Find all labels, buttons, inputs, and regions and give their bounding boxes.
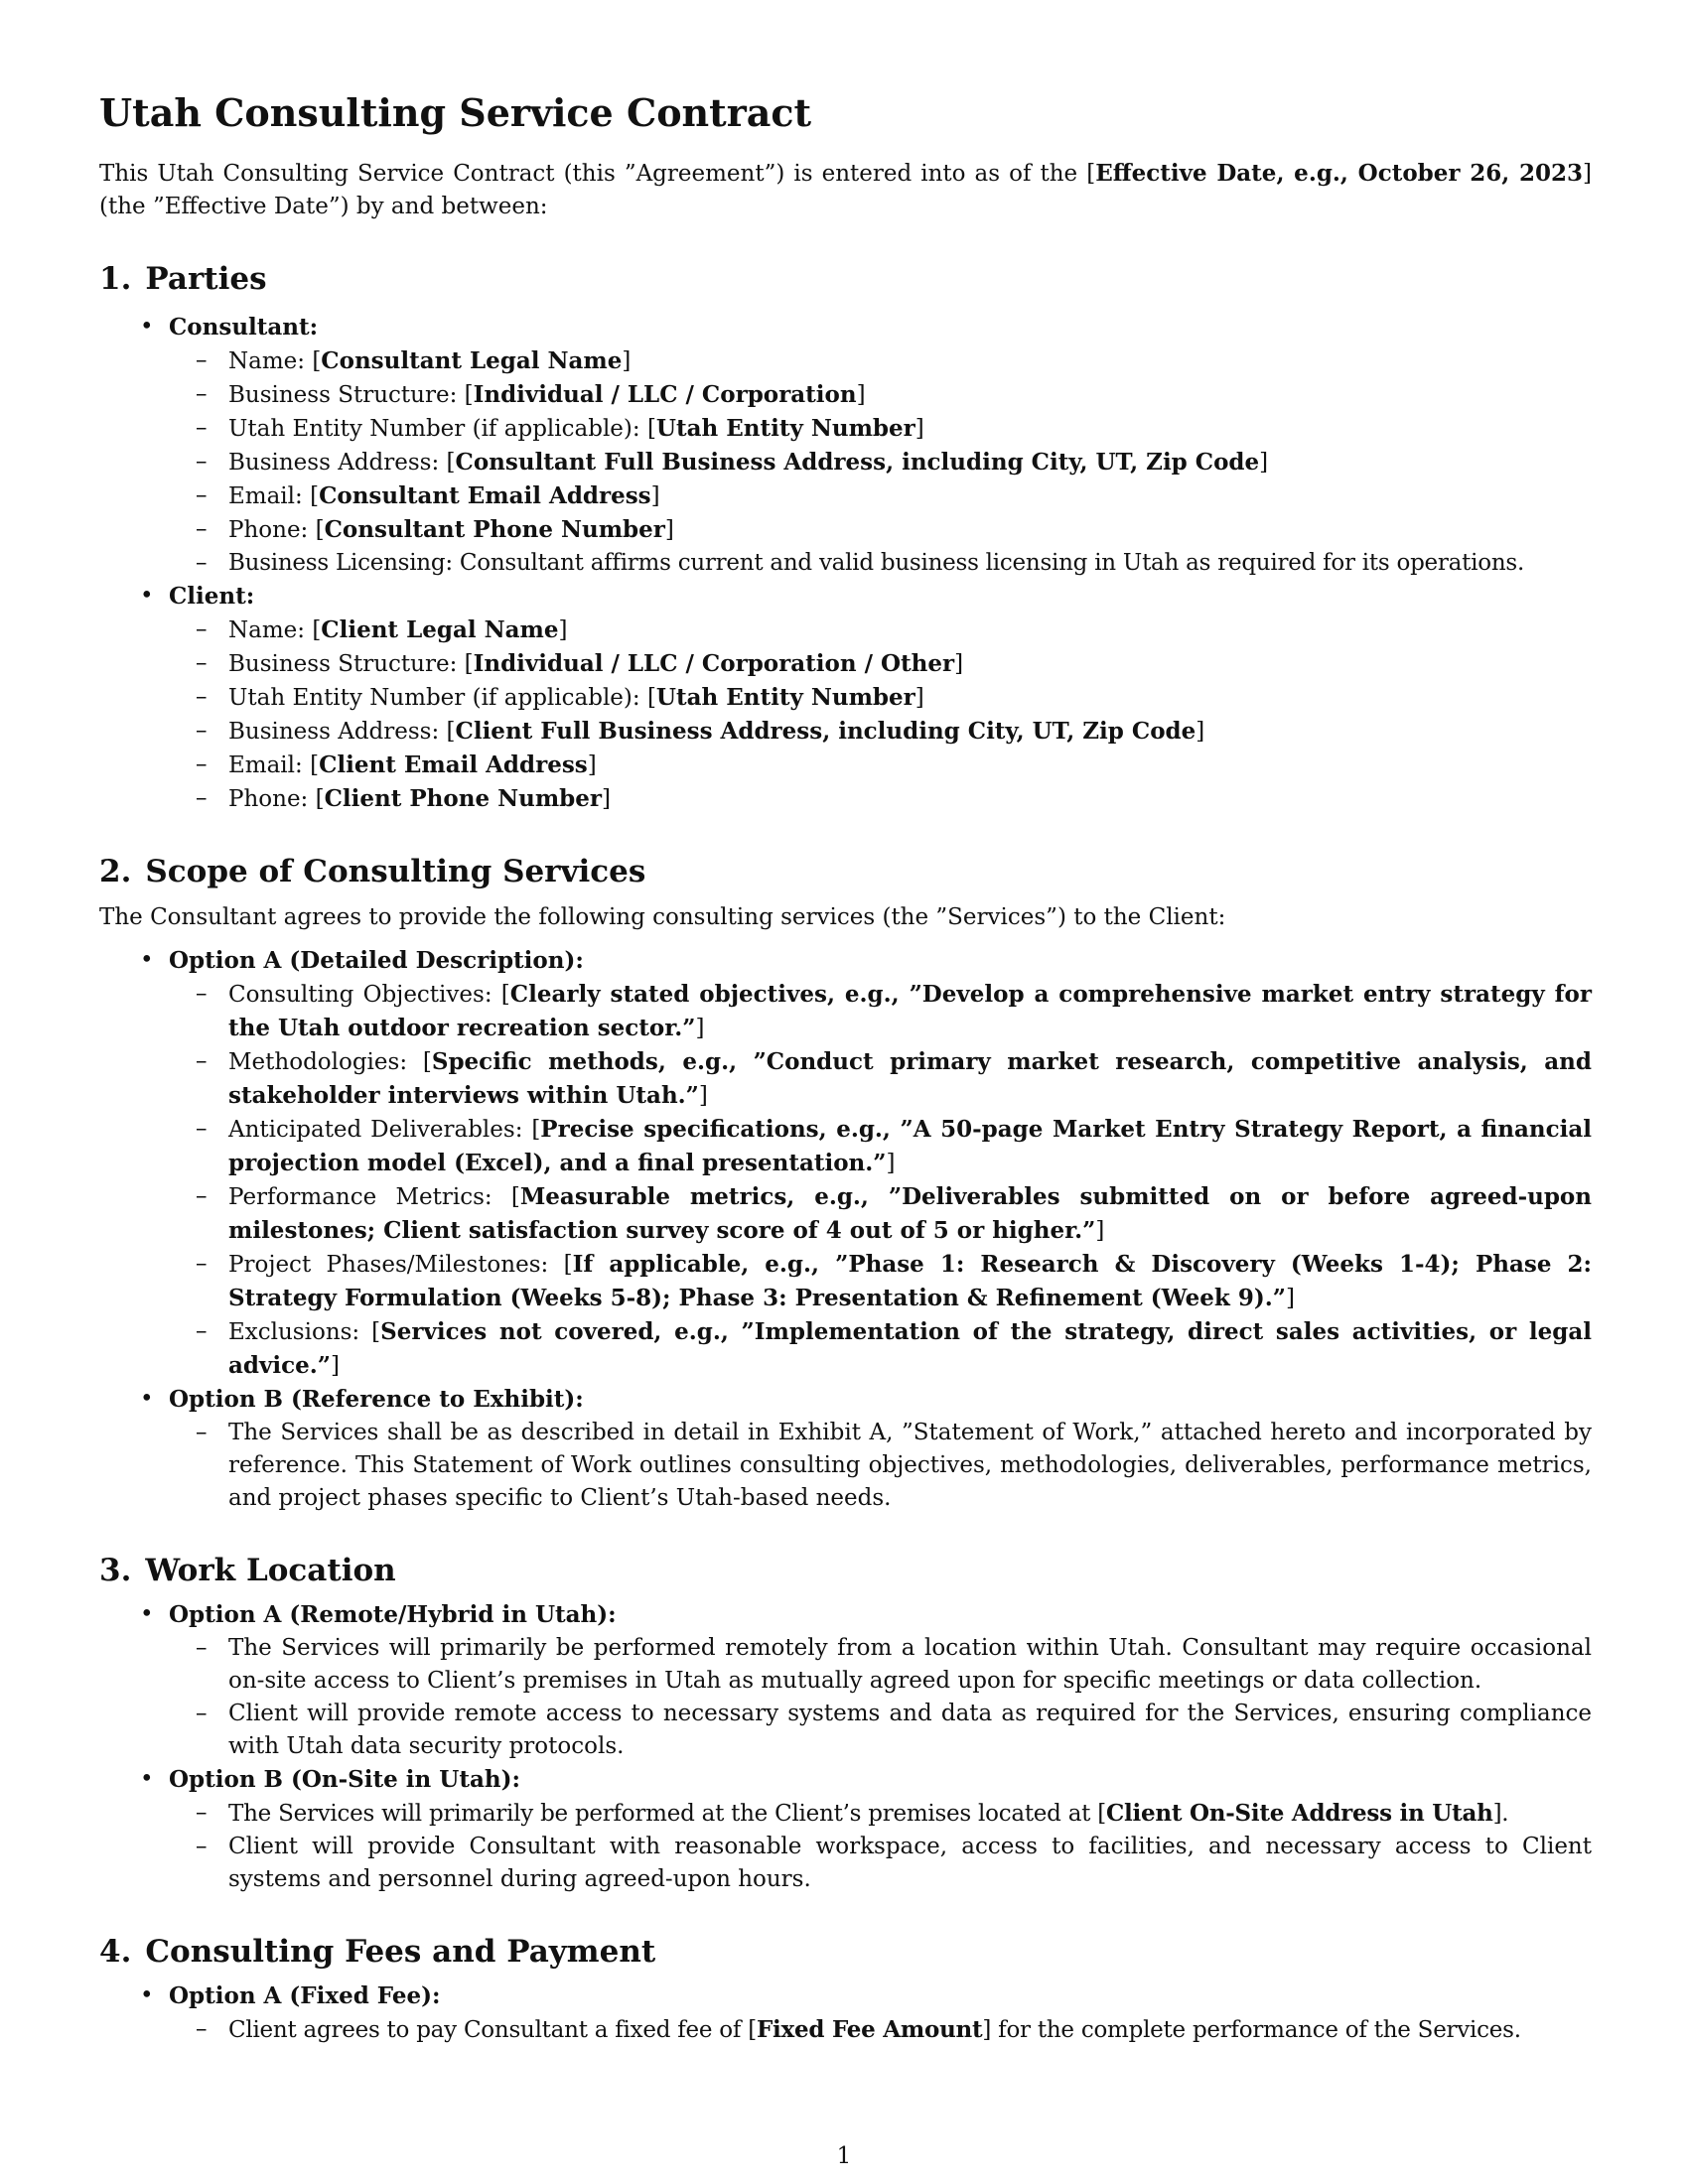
location-option-b	[99, 1763, 1592, 1896]
scope-option-a-details	[169, 978, 1592, 1383]
location-option-b-details	[169, 1797, 1592, 1896]
exhibit-reference-line: – The Services shall be as described in detail in Exhibit A, ”Statement of Work,” attached hereto and incorporated by reference. This Statement of Work outlines consulting objectives, methodologies, deliverables, performance metrics, and project phases specific to Client’s Utah-based needs.	[196, 1420, 1592, 1511]
section-heading-scope: 2. Scope of Consulting Services	[99, 854, 646, 889]
consultant-item	[99, 311, 1592, 580]
fixed-fee-line: – Client agrees to pay Consultant a fixed fee of [Fixed Fee Amount] for the complete performance of the Services.	[196, 2016, 1521, 2043]
location-options-list	[99, 1598, 1592, 1896]
location-option-a-details	[169, 1632, 1592, 1763]
client-email-line: – Email: [Client Email Address]	[196, 751, 597, 778]
section-heading-work-location: 3. Work Location	[99, 1553, 396, 1588]
onsite-workspace-line: – Client will provide Consultant with reasonable workspace, access to facilities, and necessary access to Client systems and personnel during agreed-upon hours.	[196, 1834, 1592, 1892]
scope-option-b-details	[169, 1417, 1592, 1515]
effective-date-placeholder: Effective Date, e.g., October 26, 2023	[1095, 160, 1584, 187]
consultant-email-line: – Email: [Consultant Email Address]	[196, 482, 660, 509]
section-heading-parties: 1. Parties	[99, 261, 267, 297]
scope-option-b-heading: Option B (Reference to Exhibit):	[169, 1386, 584, 1413]
section-heading-fees: 4. Consulting Fees and Payment	[99, 1934, 656, 1970]
consultant-licensing-line: – Business Licensing: Consultant affirms current and valid business licensing in Utah as required for its operations.	[196, 550, 1525, 576]
scope-intro: The Consultant agrees to provide the following consulting services (the ”Services”) to the Client:	[99, 904, 1226, 930]
consultant-details	[169, 344, 1592, 580]
intro-text: This Utah Consulting Service Contract (this ”Agreement”) is entered into as of the [	[99, 161, 1096, 187]
scope-option-b	[99, 1383, 1592, 1515]
client-structure-line: – Business Structure: [Individual / LLC / Corporation / Other]	[196, 650, 964, 677]
page-number: 1	[836, 2143, 852, 2169]
exclusions-line: – Exclusions: [Services not covered, e.g., ”Implementation of the strategy, direct sales activities, or legal advice.”]	[196, 1318, 1593, 1379]
client-phone-line: – Phone: [Client Phone Number]	[196, 785, 611, 812]
client-details	[169, 614, 1592, 816]
bullet-icon: •	[140, 1982, 154, 2008]
consultant-address-line: – Business Address: [Consultant Full Business Address, including City, UT, Zip Code]	[196, 449, 1269, 476]
onsite-address-line: – The Services will primarily be performed at the Client’s premises located at [Client On-Site Address in Utah].	[196, 1800, 1509, 1827]
fees-option-a	[99, 1979, 1592, 2047]
scope-options-list	[99, 944, 1592, 1515]
milestones-line: – Project Phases/Milestones: [If applicable, e.g., ”Phase 1: Research & Discovery (Weeks 1-4); Phase 2: Strategy Formulation (Weeks 5-8); Phase 3: Presentation & Refinement (Week 9).”]	[196, 1251, 1593, 1311]
methodologies-line: – Methodologies: [Specific methods, e.g., ”Conduct primary market research, competitive analysis, and stakeholder interviews within Utah.”]	[196, 1048, 1592, 1109]
client-address-line: – Business Address: [Client Full Business Address, including City, UT, Zip Code]	[196, 718, 1205, 745]
bullet-icon: •	[140, 314, 154, 340]
scope-option-a	[99, 944, 1592, 1383]
consultant-entity-line: – Utah Entity Number (if applicable): [Utah Entity Number]	[196, 415, 924, 442]
consultant-heading: Consultant:	[169, 314, 319, 341]
bullet-icon: •	[140, 1386, 154, 1412]
client-heading: Client:	[169, 583, 255, 610]
intro-paragraph	[99, 157, 1592, 223]
consultant-phone-line: – Phone: [Consultant Phone Number]	[196, 516, 674, 543]
intro-text-end: ] (the ”Effective Date”) by and between:	[99, 161, 1592, 219]
fees-option-a-heading: Option A (Fixed Fee):	[169, 1982, 441, 2009]
bullet-icon: •	[140, 1766, 154, 1792]
client-name-line: – Name: [Client Legal Name]	[196, 616, 568, 643]
location-option-b-heading: Option B (On-Site in Utah):	[169, 1766, 520, 1793]
bullet-icon: •	[140, 583, 154, 609]
location-option-a-heading: Option A (Remote/Hybrid in Utah):	[169, 1601, 617, 1628]
client-entity-line: – Utah Entity Number (if applicable): [Utah Entity Number]	[196, 684, 924, 711]
client-item	[99, 580, 1592, 816]
remote-work-line: – The Services will primarily be performed remotely from a location within Utah. Consultant may require occasional on-site access to Client’s premises in Utah as mutually agreed upon for specific meetings or data collection.	[196, 1635, 1592, 1694]
document-title: Utah Consulting Service Contract	[99, 90, 812, 135]
bullet-icon: •	[140, 1601, 154, 1627]
scope-option-a-heading: Option A (Detailed Description):	[169, 947, 584, 974]
fees-options-list	[99, 1979, 1592, 2047]
contract-page	[99, 87, 1592, 2047]
consultant-structure-line: – Business Structure: [Individual / LLC / Corporation]	[196, 381, 866, 408]
metrics-line: – Performance Metrics: [Measurable metrics, e.g., ”Deliverables submitted on or before agreed-upon milestones; Client satisfaction survey score of 4 out of 5 or higher.”]	[196, 1183, 1592, 1244]
consultant-name-line: – Name: [Consultant Legal Name]	[196, 347, 632, 374]
bullet-icon: •	[140, 947, 154, 973]
fees-option-a-details	[169, 2013, 1592, 2047]
deliverables-line: – Anticipated Deliverables: [Precise specifications, e.g., ”A 50-page Market Entry Strategy Report, a financial projection model (Excel), and a final presentation.”]	[196, 1116, 1593, 1176]
parties-list	[99, 311, 1592, 816]
objectives-line: – Consulting Objectives: [Clearly stated objectives, e.g., ”Develop a comprehensive market entry strategy for the Utah outdoor recreation sector.”]	[196, 981, 1592, 1041]
remote-access-line: – Client will provide remote access to necessary systems and data as required for the Services, ensuring compliance with Utah data security protocols.	[196, 1701, 1592, 1759]
location-option-a	[99, 1598, 1592, 1763]
